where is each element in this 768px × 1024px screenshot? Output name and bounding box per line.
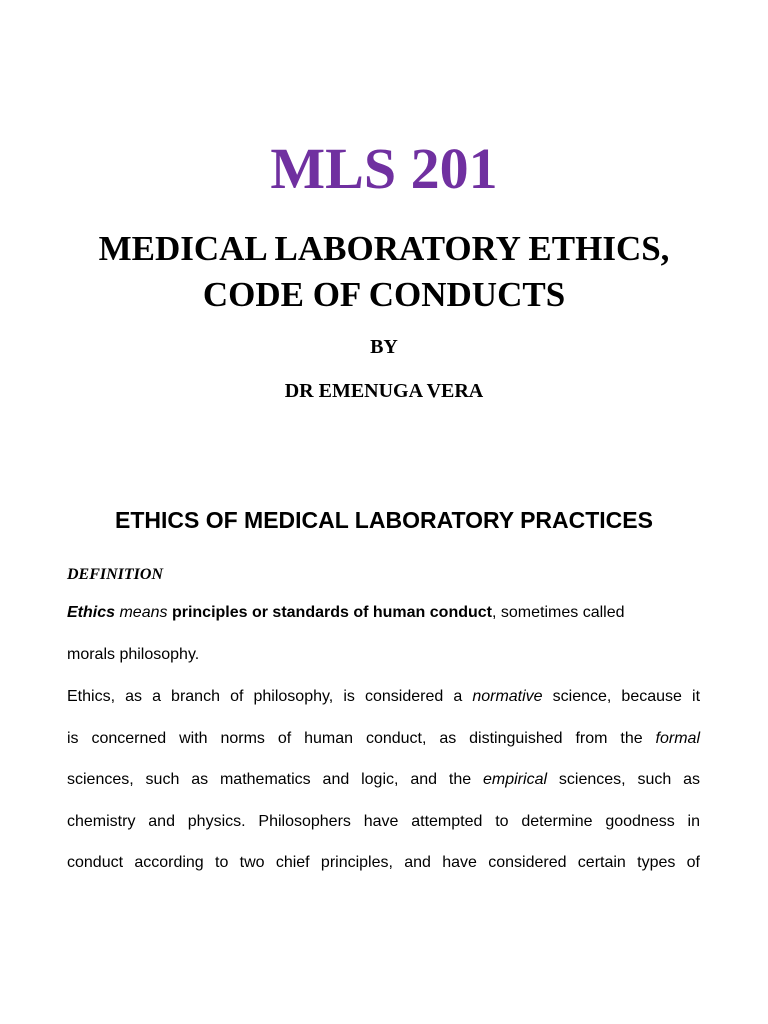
emphasis-normative: normative (472, 688, 543, 705)
line-text-b: sciences, such as (558, 771, 701, 788)
definition-paragraph (67, 592, 700, 675)
emphasis-formal: formal (655, 729, 700, 747)
paragraph-line (67, 759, 700, 801)
line-text: chemistry and physics. Philosophers have attempted to determine goodness in (67, 812, 700, 830)
term-ethics: Ethics (67, 604, 116, 621)
line-text-b: science, because it (552, 688, 701, 705)
line-text: conduct according to two chief principles, and have considered certain types of (67, 854, 700, 871)
section-heading: ETHICS OF MEDICAL LABORATORY PRACTICES (115, 507, 653, 533)
paragraph-line (67, 718, 700, 760)
line-text-a: sciences, such as mathematics and logic, and the (67, 771, 472, 788)
line-text-a: is concerned with norms of human conduct, as distinguished from the (67, 729, 643, 747)
author-name: DR EMENUGA VERA (284, 380, 484, 402)
bold-phrase: principles or standards of human conduct (171, 604, 492, 621)
paragraph-line (67, 634, 700, 676)
paragraph-line (67, 801, 700, 843)
term-means: means (119, 604, 168, 621)
course-title-line-1: MEDICAL LABORATORY ETHICS, (98, 229, 670, 268)
course-title (40, 226, 728, 318)
emphasis-empirical: empirical (483, 771, 548, 788)
line-text-a: Ethics, as a branch of philosophy, is considered a (67, 688, 463, 705)
ethics-paragraph (67, 676, 700, 884)
course-title-line-2: CODE OF CONDUCTS (202, 275, 566, 314)
paragraph-line (67, 842, 700, 884)
line-text: morals philosophy. (67, 645, 200, 663)
paragraph-line-content (67, 592, 625, 634)
course-code: MLS 201 (270, 136, 498, 201)
by-label: BY (370, 336, 398, 358)
line-rest: , sometimes called (492, 604, 625, 621)
definition-subheading: DEFINITION (67, 566, 164, 583)
paragraph-line (67, 676, 700, 718)
paragraph-line (67, 592, 700, 634)
